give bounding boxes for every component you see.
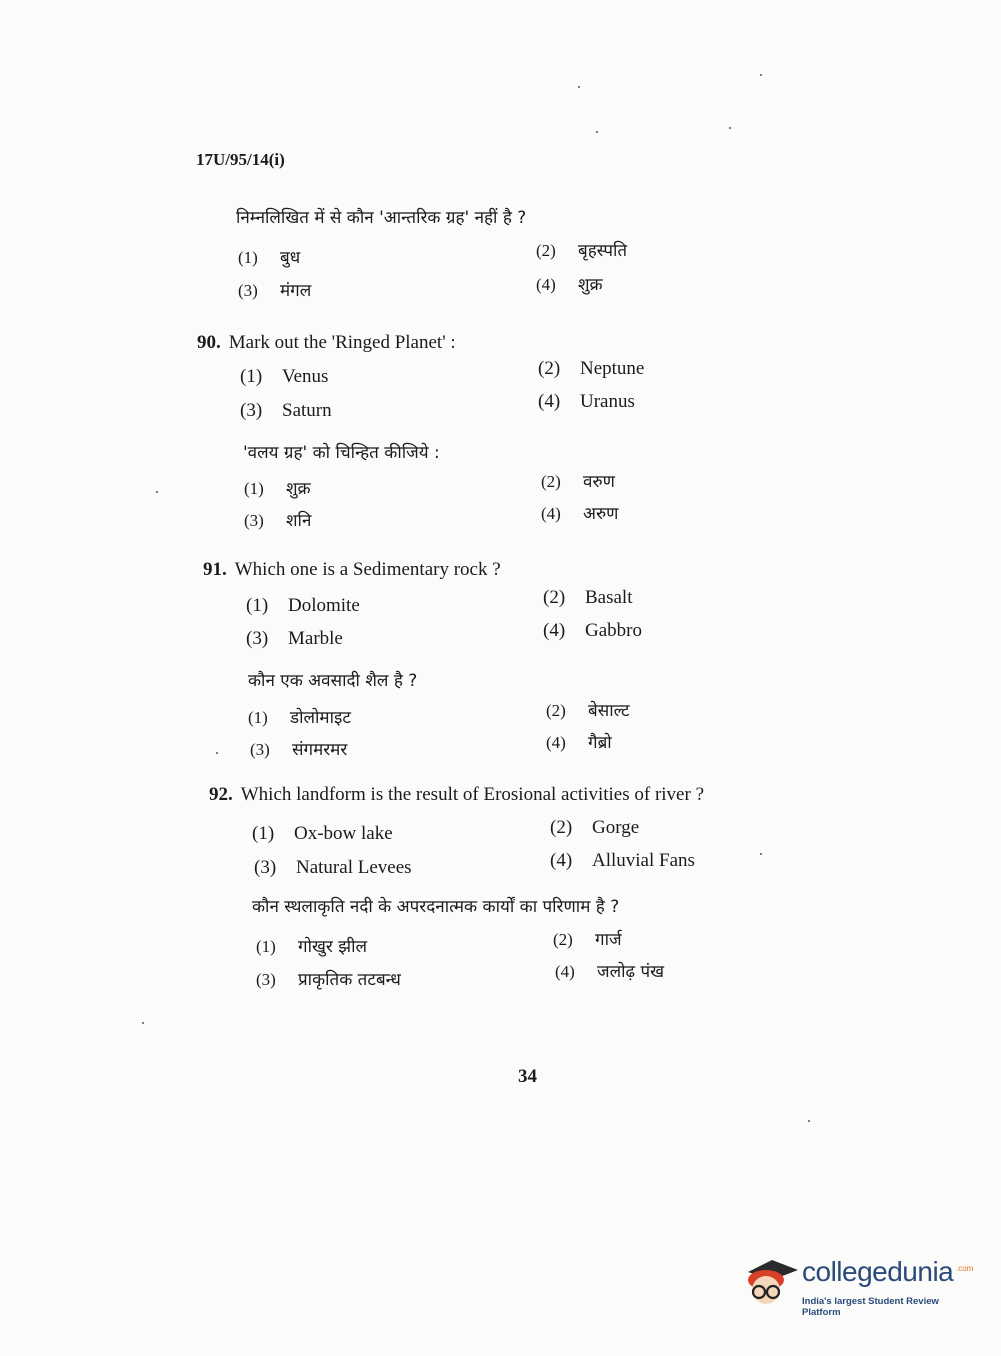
q92-option-4: (4) Alluvial Fans <box>550 850 695 871</box>
brand-tagline: India's largest Student Review Platform <box>802 1296 939 1318</box>
q91-option-2: (2) Basalt <box>543 587 633 608</box>
q89-hindi-text: निम्नलिखित में से कौन 'आन्तरिक ग्रह' नहीं है ? <box>236 208 527 228</box>
q91-option-1: (1) Dolomite <box>246 595 360 616</box>
q92-hindi-option-4: (4) जलोढ़ पंख <box>555 962 665 982</box>
q90-hindi-text: 'वलय ग्रह' को चिन्हित कीजिये : <box>243 443 440 463</box>
q92-hindi-text: कौन स्थलाकृति नदी के अपरदनात्मक कार्यों का परिणाम है ? <box>252 897 620 917</box>
page-number: 34 <box>518 1066 537 1087</box>
q90-hindi-option-4: (4) अरुण <box>541 504 619 524</box>
q92-text: 92. Which landform is the result of Erosional activities of river ? <box>209 784 704 805</box>
q92-option-2: (2) Gorge <box>550 817 640 838</box>
q92-option-3: (3) Natural Levees <box>254 857 412 878</box>
collegedunia-watermark <box>742 1250 972 1320</box>
q90-hindi-option-1: (1) शुक्र <box>244 479 311 499</box>
q89-hindi-option-2: (2) बृहस्पति <box>536 241 628 261</box>
q91-hindi-text: कौन एक अवसादी शैल है ? <box>248 671 418 691</box>
q89-hindi-option-1: (1) बुध <box>238 248 301 268</box>
q90-option-2: (2) Neptune <box>538 358 645 379</box>
q90-option-4: (4) Uranus <box>538 391 635 412</box>
q91-option-4: (4) Gabbro <box>543 620 642 641</box>
scan-speck <box>596 131 598 133</box>
brand-name: collegedunia <box>802 1256 954 1287</box>
q90-option-1: (1) Venus <box>240 366 329 387</box>
q91-text: 91. Which one is a Sedimentary rock ? <box>203 559 501 580</box>
q89-hindi-option-3: (3) मंगल <box>238 281 312 301</box>
q90-option-3: (3) Saturn <box>240 400 332 421</box>
scan-speck <box>729 127 731 129</box>
q92-hindi-option-2: (2) गार्ज <box>553 930 622 950</box>
q90-hindi-option-3: (3) शनि <box>244 511 312 531</box>
q89-hindi-option-4: (4) शुक्र <box>536 275 603 295</box>
scan-speck <box>760 74 762 76</box>
q91-hindi-option-1: (1) डोलोमाइट <box>248 708 351 728</box>
scan-speck <box>156 491 158 493</box>
mascot-icon <box>742 1250 800 1312</box>
q90-text: 90. Mark out the 'Ringed Planet' : <box>197 332 456 353</box>
brand-suffix: .com <box>956 1264 974 1273</box>
paper-code: 17U/95/14(i) <box>196 150 285 169</box>
q90-hindi-option-2: (2) वरुण <box>541 472 615 492</box>
q91-hindi-option-2: (2) बेसाल्ट <box>546 701 630 721</box>
scan-speck <box>578 86 580 88</box>
q92-hindi-option-1: (1) गोखुर झील <box>256 937 368 957</box>
q92-option-1: (1) Ox-bow lake <box>252 823 393 844</box>
q92-hindi-option-3: (3) प्राकृतिक तटबन्ध <box>256 970 401 990</box>
scan-speck <box>808 1120 810 1122</box>
q91-hindi-option-3: (3) संगमरमर <box>250 740 348 760</box>
scan-speck <box>760 853 762 855</box>
scan-speck <box>216 752 218 754</box>
q91-option-3: (3) Marble <box>246 628 343 649</box>
scan-speck <box>142 1022 144 1024</box>
q91-hindi-option-4: (4) गैब्रो <box>546 733 612 753</box>
